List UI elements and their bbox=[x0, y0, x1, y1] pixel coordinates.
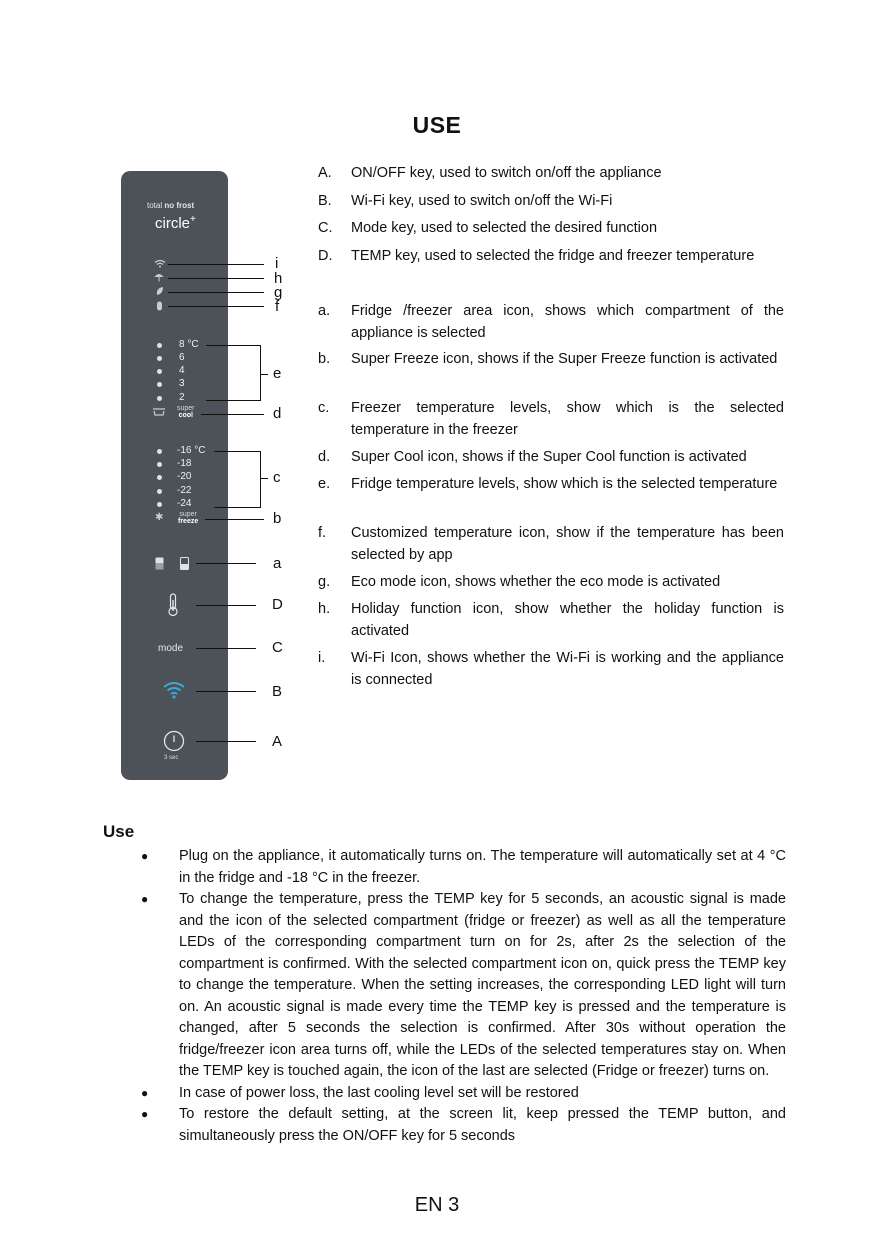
legend-key: i. bbox=[318, 650, 326, 666]
freezer-led bbox=[157, 489, 162, 494]
leader-line-b bbox=[205, 519, 264, 520]
legend-text: Fridge /freezer area icon, shows which compartment of the appliance is selected bbox=[351, 303, 784, 341]
leader-line-i bbox=[168, 264, 264, 265]
callout-e: e bbox=[273, 365, 282, 382]
callout-i: i bbox=[275, 255, 279, 272]
bullet-dot-icon: ● bbox=[141, 1085, 149, 1100]
legend-text: Freezer temperature levels, show which is the selected temperature in the freezer bbox=[351, 400, 784, 438]
mode-key[interactable]: mode bbox=[158, 643, 184, 654]
legend-key: f. bbox=[318, 525, 327, 541]
super-cool-label: super cool bbox=[177, 405, 195, 419]
bracket-c-bottom bbox=[214, 507, 261, 508]
use-bullet bbox=[140, 1104, 786, 1147]
leader-line-a bbox=[196, 563, 256, 564]
use-bullet bbox=[140, 889, 786, 1083]
bullet-dot-icon: ● bbox=[141, 1107, 149, 1121]
temp-key-thermometer-icon[interactable] bbox=[167, 593, 179, 617]
fridge-led bbox=[157, 356, 162, 361]
callout-g: g bbox=[274, 284, 283, 301]
legend-text: Customized temperature icon, show if the temperature has been selected by app bbox=[351, 525, 784, 563]
use-bullet-list bbox=[140, 846, 786, 1147]
use-bullet-text: To restore the default setting, at the screen lit, keep pressed the TEMP button, and simultaneously press the ON/OFF key for 5 seconds bbox=[179, 1106, 786, 1144]
legend-key: e. bbox=[318, 476, 331, 492]
legend-text: Eco mode icon, shows whether the eco mode is activated bbox=[351, 574, 721, 590]
fridge-level: 4 bbox=[179, 365, 185, 376]
page-number: EN 3 bbox=[414, 1194, 460, 1216]
legend-key: h. bbox=[318, 601, 331, 617]
callout-a: a bbox=[273, 555, 282, 572]
page-title: USE bbox=[412, 112, 462, 138]
use-bullet-text: In case of power loss, the last cooling level set will be restored bbox=[179, 1084, 579, 1101]
legend-text: Wi-Fi key, used to switch on/off the Wi-Fi bbox=[351, 193, 613, 209]
callout-A: A bbox=[272, 733, 283, 750]
bracket-c-vertical bbox=[260, 451, 261, 508]
freezer-level: -22 bbox=[177, 485, 192, 496]
super-freeze-snowflake-icon: ✱ bbox=[155, 512, 164, 523]
fridge-led bbox=[157, 382, 162, 387]
bracket-e-bottom bbox=[206, 400, 261, 401]
leader-line-B bbox=[196, 691, 256, 692]
super-freeze-label: super freeze bbox=[178, 511, 199, 525]
callout-h: h bbox=[274, 270, 283, 287]
freezer-level: -18 bbox=[177, 458, 192, 469]
fridge-level: 6 bbox=[179, 352, 185, 363]
legend-text: Holiday function icon, show whether the holiday function is activated bbox=[351, 601, 784, 639]
use-bullet bbox=[140, 846, 786, 889]
fridge-led bbox=[157, 369, 162, 374]
leader-line-g bbox=[168, 292, 264, 293]
legend-text: Fridge temperature levels, show which is the selected temperature bbox=[351, 476, 778, 492]
legend-key: c. bbox=[318, 400, 330, 416]
legend-text: Super Cool icon, shows if the Super Cool function is activated bbox=[351, 449, 747, 465]
legend-key: D. bbox=[318, 248, 333, 264]
callout-f: f bbox=[275, 298, 280, 315]
use-bullet bbox=[140, 1083, 786, 1105]
leader-line-D bbox=[196, 605, 256, 606]
leader-line-C bbox=[196, 648, 256, 649]
fridge-level: 2 bbox=[179, 392, 185, 403]
brand-logo: circle+ bbox=[155, 214, 196, 232]
wifi-status-icon bbox=[154, 259, 166, 268]
bracket-e-vertical bbox=[260, 345, 261, 401]
freezer-level: -24 bbox=[177, 498, 192, 509]
legend-key: B. bbox=[318, 193, 332, 209]
leader-line-h bbox=[168, 278, 264, 279]
use-bullet-text: Plug on the appliance, it automatically turns on. The temperature will automatically set at 4 °C in the fridge and -18 °C in the freezer. bbox=[179, 848, 786, 886]
callout-b: b bbox=[273, 510, 282, 527]
eco-leaf-icon bbox=[155, 286, 164, 296]
leader-line-f bbox=[168, 306, 264, 307]
freezer-led bbox=[157, 449, 162, 454]
freezer-led bbox=[157, 502, 162, 507]
use-bullet-text: To change the temperature, press the TEMP key for 5 seconds, an acoustic signal is made and the icon of the selected compartment (fridge or freezer) as well as all the temperature LEDs of the corresponding compartment turn on for 2s, after 2s the selection of the compartment is confirmed. With the selected compartment icon on, quick press the TEMP key to change the temperature. When the setting increases, the corresponding LED light will turn on. An acoustic signal is made every time the TEMP key is pressed and the temperature is changed, after 5 seconds the selection is confirmed. After 30s without operation the fridge/freezer icon area turns off, while the LEDs of the selected temperatures stay on. When the TEMP key is touched again, the icon of the last are selected (Fridge or freezer) turns on. bbox=[179, 891, 786, 1079]
legend-key: d. bbox=[318, 449, 331, 465]
fridge-led bbox=[157, 396, 162, 401]
bullet-dot-icon: ● bbox=[141, 892, 149, 906]
callout-C: C bbox=[272, 639, 283, 656]
super-cool-icon bbox=[152, 408, 166, 416]
legend-text: Wi-Fi Icon, shows whether the Wi-Fi is working and the appliance is connected bbox=[351, 650, 784, 688]
leader-line-e bbox=[260, 374, 268, 375]
holiday-umbrella-icon bbox=[154, 272, 164, 282]
power-key-caption: 3 sec bbox=[164, 755, 179, 761]
fridge-level: 8 °C bbox=[179, 339, 199, 350]
use-section-heading: Use bbox=[103, 822, 135, 841]
legend-key: a. bbox=[318, 303, 331, 319]
callout-D: D bbox=[272, 596, 283, 613]
power-key-icon[interactable] bbox=[163, 730, 185, 752]
freezer-led bbox=[157, 462, 162, 467]
callout-B: B bbox=[272, 683, 283, 700]
legend-text: ON/OFF key, used to switch on/off the appliance bbox=[351, 165, 662, 181]
leader-line-d bbox=[201, 414, 264, 415]
fridge-level: 3 bbox=[179, 378, 185, 389]
fridge-led bbox=[157, 343, 162, 348]
freezer-area-icon bbox=[180, 557, 189, 570]
wifi-key-icon[interactable] bbox=[162, 680, 186, 699]
legend-key: g. bbox=[318, 574, 331, 590]
legend-key: A. bbox=[318, 165, 332, 181]
freezer-level: -20 bbox=[177, 471, 192, 482]
bullet-dot-icon: ● bbox=[141, 849, 149, 863]
bracket-c-top bbox=[214, 451, 261, 452]
legend-text: Mode key, used to selected the desired function bbox=[351, 220, 658, 236]
callout-c: c bbox=[273, 469, 281, 486]
bracket-e-top bbox=[206, 345, 261, 346]
legend-text: Super Freeze icon, shows if the Super Freeze function is activated bbox=[351, 351, 778, 367]
legend-text: TEMP key, used to selected the fridge and freezer temperature bbox=[351, 248, 755, 264]
brand-subtitle: total no frost bbox=[147, 201, 195, 210]
leader-line-c bbox=[260, 478, 268, 479]
freezer-level: -16 °C bbox=[177, 445, 206, 456]
callout-d: d bbox=[273, 405, 282, 422]
legend-key: C. bbox=[318, 220, 333, 236]
fridge-area-icon bbox=[155, 557, 164, 570]
custom-temp-icon bbox=[156, 301, 163, 311]
freezer-led bbox=[157, 475, 162, 480]
leader-line-A bbox=[196, 741, 256, 742]
legend-key: b. bbox=[318, 351, 331, 367]
